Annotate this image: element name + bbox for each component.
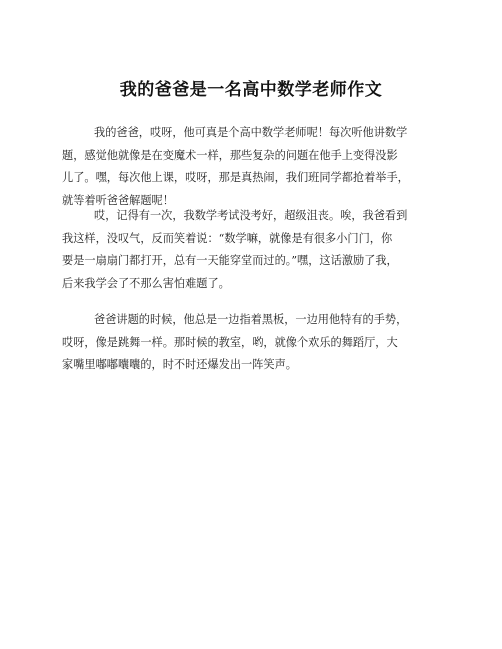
paragraph-3 xyxy=(62,309,452,377)
paragraph-line: 我这样，没叹气，反而笑着说：“数学嘛，就像是有很多小门门，你 xyxy=(62,231,393,245)
paragraph-1 xyxy=(62,122,452,212)
paragraph-line: 我的爸爸，哎呀，他可真是个高中数学老师呢！每次听他讲数学 xyxy=(94,126,408,139)
paragraph-line: 儿了。嘿，每次他上课，哎呀，那是真热闹，我们班同学都抢着举手， xyxy=(62,171,409,184)
document-title: 我的爸爸是一名高中数学老师作文 xyxy=(119,80,383,100)
paragraph-2 xyxy=(62,205,452,295)
paragraph-line: 要是一扇扇门都打开，总有一天能穿堂而过的。”嘿，这话激励了我， xyxy=(62,254,398,267)
paragraph-line: 家嘴里嘟嘟囔囔的，时不时还爆发出一阵笑声。 xyxy=(62,358,297,371)
paragraph-line: 哎，记得有一次，我数学考试没考好，超级沮丧。唉，我爸看到 xyxy=(94,209,408,222)
paragraph-line: 就等着听爸爸解题呢！ xyxy=(62,193,174,207)
paragraph-line: 题，感觉他就像是在变魔术一样，那些复杂的问题在他手上变得没影 xyxy=(62,148,398,162)
paragraph-line: 哎呀，像是跳舞一样。那时候的教室，哟，就像个欢乐的舞蹈厅，大 xyxy=(62,335,398,349)
paragraph-line: 后来我学会了不那么害怕难题了。 xyxy=(62,276,230,290)
paragraph-line: 爸爸讲题的时候，他总是一边指着黑板，一边用他特有的手势， xyxy=(94,313,408,326)
